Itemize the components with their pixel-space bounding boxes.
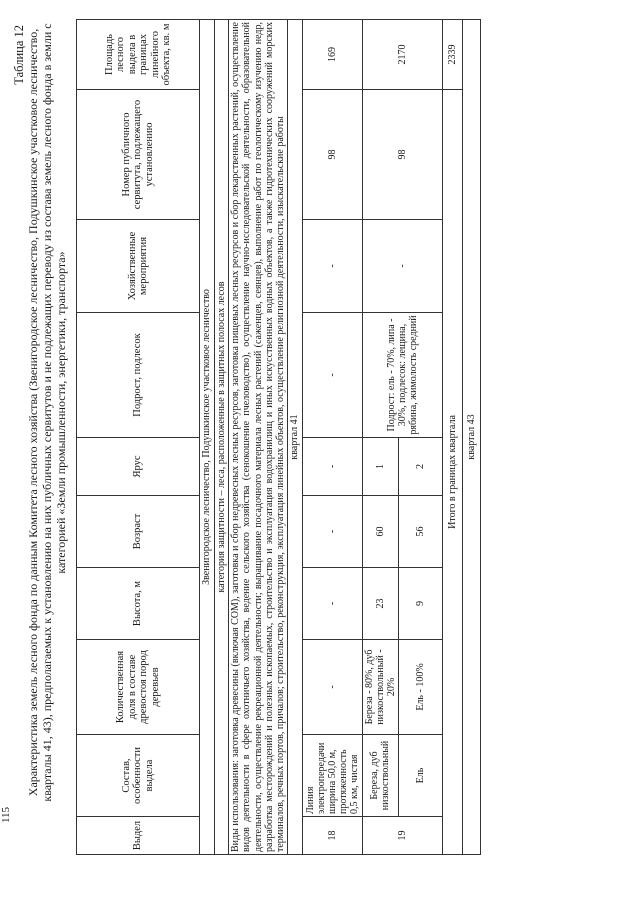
section-row xyxy=(200,20,215,855)
cell-podrost: Подрост: ель - 70%, липа - 30%, подлесок: лещина, рябина, жимолость средний xyxy=(362,313,442,438)
cell-yarus: 1 xyxy=(362,438,398,496)
cell-vysota: 23 xyxy=(362,568,398,640)
cell-vysota: - xyxy=(302,568,362,640)
cell-vozrast: 60 xyxy=(362,496,398,568)
cell-podrost: - xyxy=(302,313,362,438)
total-value: 2339 xyxy=(442,20,462,90)
cell-dolya: - xyxy=(302,640,362,735)
table-row xyxy=(302,20,362,855)
cell-vozrast: - xyxy=(302,496,362,568)
cell-dolya: Береза - 80%, дуб низкоствольный - 20% xyxy=(362,640,398,735)
cell-yarus: 2 xyxy=(398,438,442,496)
category-row xyxy=(214,20,229,855)
header-meropriyatiya: Хозяйственные мероприятия xyxy=(77,220,200,313)
kvartal-41-row xyxy=(288,20,303,855)
header-sostav: Состав, особенности выдела xyxy=(77,735,200,817)
total-label: Итого в границах квартала xyxy=(442,90,462,855)
cell-vydel: 18 xyxy=(302,817,362,855)
table-row xyxy=(362,20,398,855)
cell-sostav: Линия электропередачи ширина 50,0 м, протяженность 0,5 км, чистая xyxy=(302,735,362,817)
header-vysota: Высота, м xyxy=(77,568,200,640)
header-yarus: Ярус xyxy=(77,438,200,496)
cell-meropriyatiya: - xyxy=(362,220,442,313)
cell-meropriyatiya: - xyxy=(302,220,362,313)
cell-vysota: 9 xyxy=(398,568,442,640)
header-podrost: Подрост, подлесок xyxy=(77,313,200,438)
cell-vozrast: 56 xyxy=(398,496,442,568)
cell-nomer: 98 xyxy=(362,90,442,220)
cell-ploshchad: 2170 xyxy=(362,20,442,90)
header-row xyxy=(77,20,200,855)
header-ploshchad: Площадь лесного выдела в границах линейного объекта, кв. м xyxy=(77,20,200,90)
kvartal-43-label: квартал 43 xyxy=(462,20,480,855)
cell-sostav: Береза, дуб низкоствольный xyxy=(362,735,398,817)
total-row xyxy=(442,20,462,855)
forest-land-table xyxy=(76,19,481,855)
kvartal-41-label: квартал 41 xyxy=(288,20,303,855)
section-title: Звенигородское лесничество, Подушкинское участковое лесничество xyxy=(200,20,215,855)
table-caption: Характеристика земель лесного фонда по данным Комитета лесного хозяйства (Звенигородское лесничество, Подушкинское участковое лесничество, кварталы 41, 43), предполагаемых к установлению на них публичных сервитутов и не подлежащих переводу из состава земель лесного фонда в земли с категорией «Земли промышленности, энергетики, транспорта» xyxy=(26,23,68,802)
cell-vydel: 19 xyxy=(362,817,442,855)
page-number: 115 xyxy=(0,806,12,824)
usage-text: Виды использования: заготовка древесины (включая СОМ), заготовка и сбор недревесных лесных ресурсов, заготовка пищевых лесных ресурсов и сбор лекарственных растений, осуществление видов деятельности в сфере охотничьего хозяйства, ведение сельского хозяйства (сенокошение пчеловодство), осуществление научно-исследовательской деятельности, образовательной деятельности, осуществление рекреационной деятельности; выращивание посадочного материала лесных растений (саженцев, сеянцев), выполнение работ по геологическому изучению недр, разработка месторождений и полезных ископаемых, строительство и эксплуатация водохранилищ и иных искусственных водных объектов, а также гидротехнических сооружений морских терминалов, речных портов, причалов; строительство, реконструкция, эксплуатация линейных объектов, осуществление религиозной деятельности, изыскательские работы xyxy=(229,20,288,855)
cell-yarus: - xyxy=(302,438,362,496)
cell-nomer: 98 xyxy=(302,90,362,220)
header-vydel: Выдел xyxy=(77,817,200,855)
header-nomer: Номер публичного сервитута, подлежащего установлению xyxy=(77,90,200,220)
cell-dolya: Ель - 100% xyxy=(398,640,442,735)
cell-sostav: Ель xyxy=(398,735,442,817)
kvartal-43-row xyxy=(462,20,480,855)
category-text: категория защитности – леса, расположенные в защитных полосах лесов xyxy=(214,20,229,855)
header-dolya: Количественная доля в составе древостоя пород деревьев xyxy=(77,640,200,735)
usage-row xyxy=(229,20,288,855)
table-label: Таблица 12 xyxy=(12,25,26,85)
cell-ploshchad: 169 xyxy=(302,20,362,90)
header-vozrast: Возраст xyxy=(77,496,200,568)
